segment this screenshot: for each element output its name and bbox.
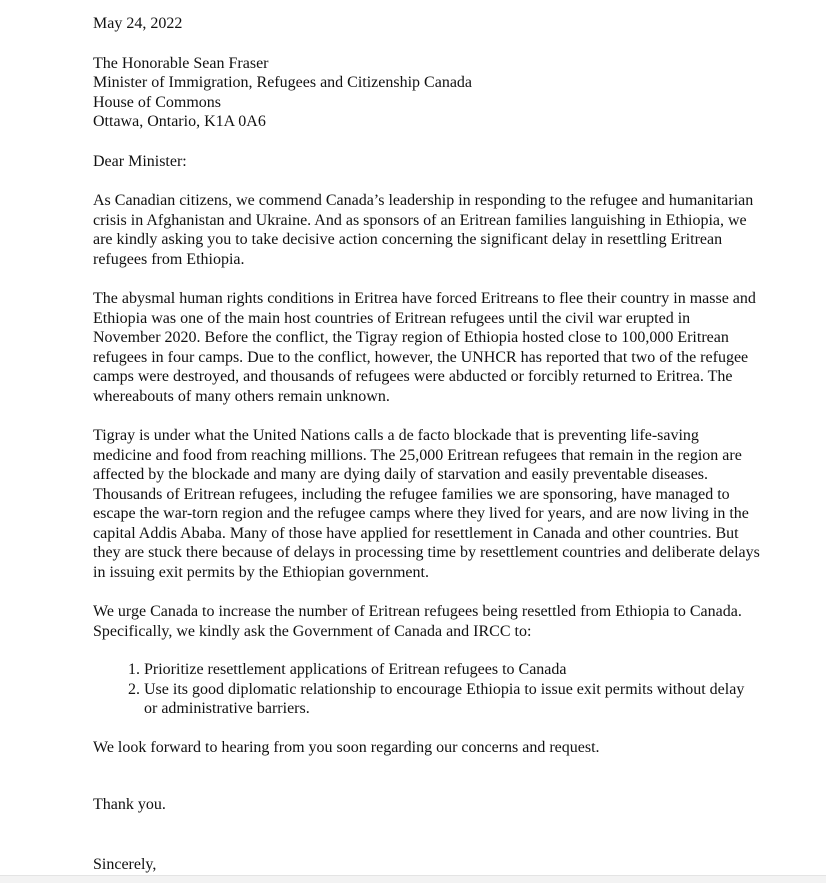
thanks-line: Thank you. bbox=[93, 796, 166, 813]
closing-paragraph: We look forward to hearing from you soon regarding our concerns and request. bbox=[93, 738, 600, 756]
recipient-title: Minister of Immigration, Refugees and Citizenship Canada bbox=[93, 74, 473, 91]
recipient-office: House of Commons bbox=[93, 93, 221, 111]
signoff: Sincerely, bbox=[93, 855, 157, 873]
paragraph-request: We urge Canada to increase the number of Eritrean refugees being resettled from Ethiopia to Canada. Specifically, we kindly ask the Government of Canada and IRCC to: bbox=[93, 603, 742, 640]
recipient-city: Ottawa, Ontario, K1A 0A6 bbox=[93, 113, 266, 130]
letter-body bbox=[93, 14, 761, 874]
recipient-name: The Honorable Sean Fraser bbox=[93, 54, 269, 72]
paragraph-commendation: As Canadian citizens, we commend Canada’s leadership in responding to the refugee and humanitarian crisis in Afghanistan and Ukraine. And as sponsors of an Eritrean families languishing in Ethiopia, we are kindly asking you to take decisive action concerning the significant delay in resettling Eritrean refugees from Ethiopia. bbox=[93, 192, 754, 268]
salutation: Dear Minister: bbox=[93, 152, 187, 170]
request-list bbox=[93, 660, 761, 719]
paragraph-tigray-blockade: Tigray is under what the United Nations calls a de facto blockade that is preventing life-saving medicine and food from reaching millions. The 25,000 Eritrean refugees that remain in the region are affected by the blockade and many are dying daily of starvation and easily preventable diseases. Thousands of Eritrean refugees, including the refugee families we are sponsoring, have managed to escape the war-torn region and the refugee camps where they lived for years, and are now living in the capital Addis Ababa. Many of those have applied for resettlement in Canada and other countries. But they are stuck there because of delays in processing time by resettlement countries and deliberate delays in issuing exit permits by the Ethiopian government. bbox=[93, 427, 760, 581]
request-item: 2. Use its good diplomatic relationship to encourage Ethiopia to issue exit permits without delay or administrative barriers. bbox=[144, 680, 761, 719]
letter-date: May 24, 2022 bbox=[93, 15, 183, 32]
paragraph-eritrea-conditions: The abysmal human rights conditions in Eritrea have forced Eritreans to flee their country in masse and Ethiopia was one of the main host countries of Eritrean refugees until the civil war erupted in November 2020. Before the conflict, the Tigray region of Ethiopia hosted close to 100,000 Eritrean refugees in four camps. Due to the conflict, however, the UNHCR has reported that two of the refugee camps were destroyed, and thousands of refugees were abducted or forcibly returned to Eritrea. The whereabouts of many others remain unknown. bbox=[93, 290, 756, 405]
request-item: 1. Prioritize resettlement applications of Eritrean refugees to Canada bbox=[144, 660, 761, 680]
recipient-address bbox=[93, 54, 761, 132]
